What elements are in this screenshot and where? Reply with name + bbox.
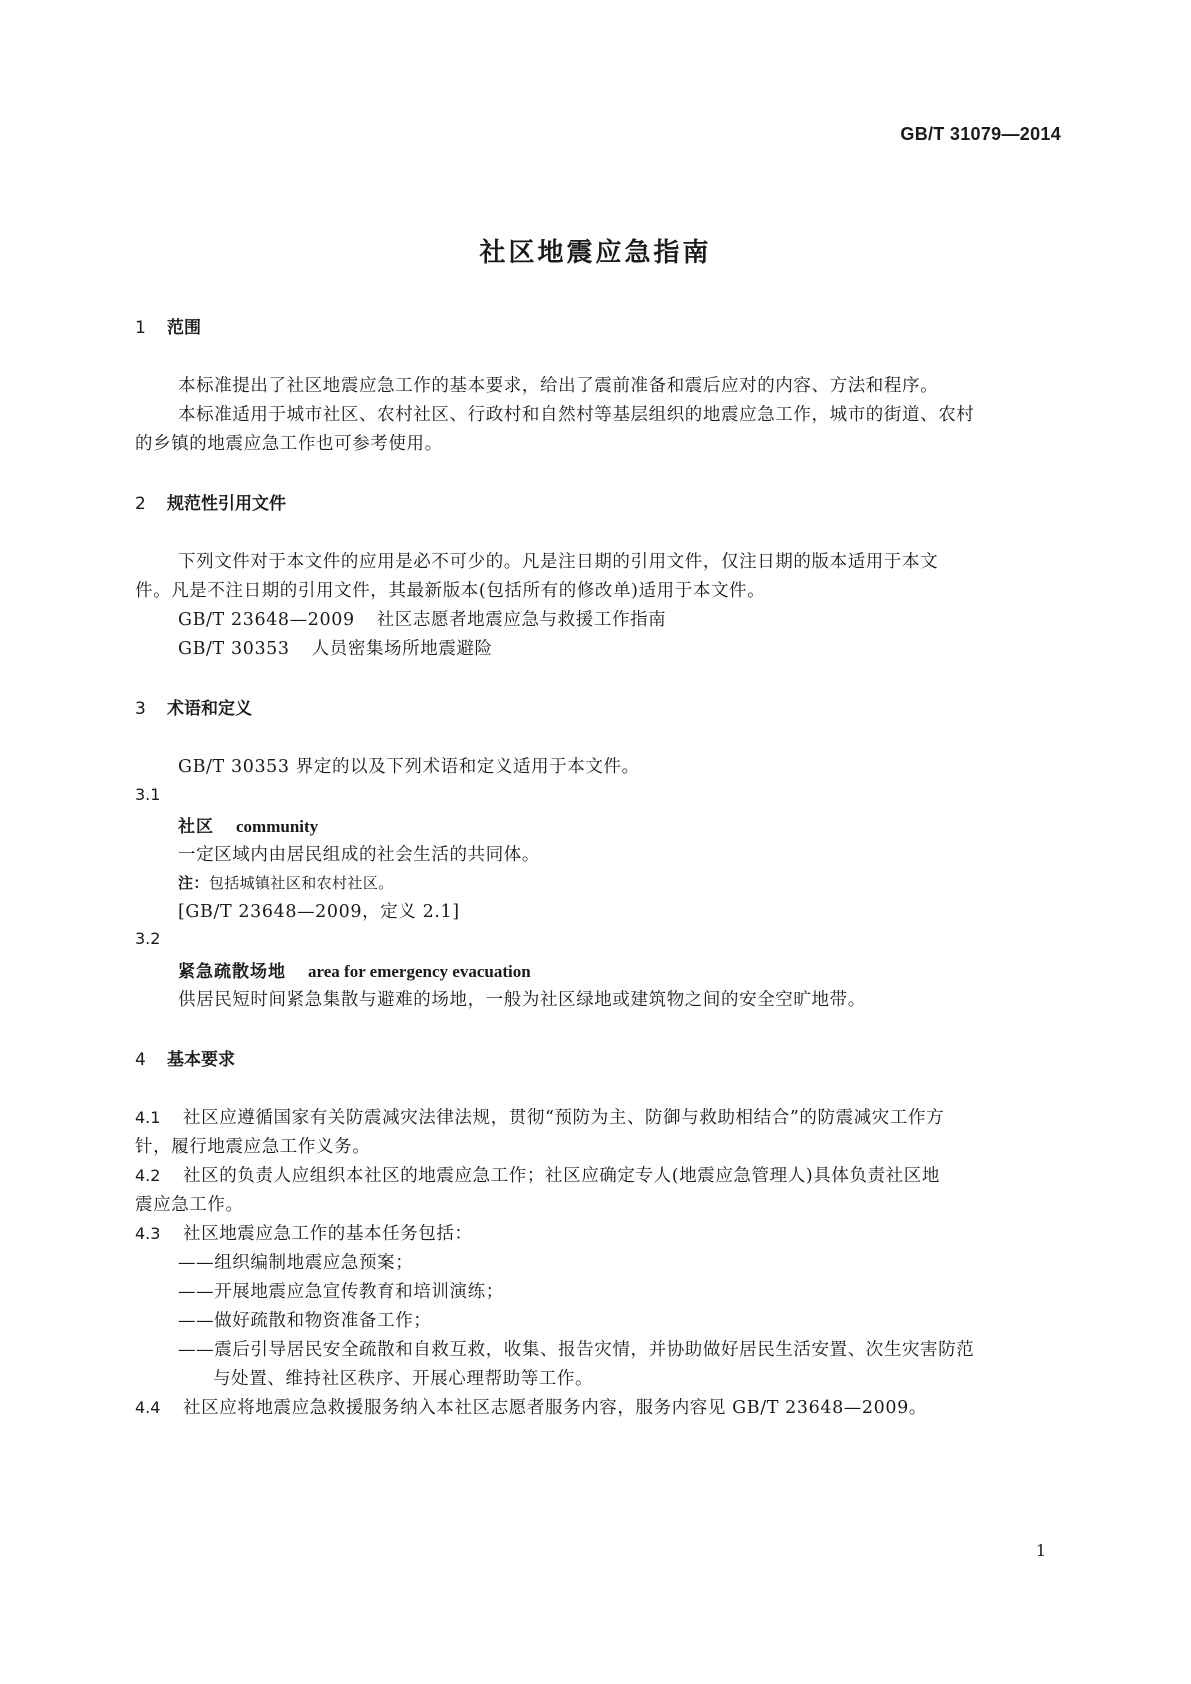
section-number: 4 bbox=[135, 1050, 146, 1070]
clause-continuation: 针，履行地震应急工作义务。 bbox=[135, 1137, 371, 1157]
section-number: 2 bbox=[135, 494, 146, 514]
clause-number: 4.4 bbox=[135, 1398, 161, 1417]
paragraph: 本标准提出了社区地震应急工作的基本要求，给出了震前准备和震后应对的内容、方法和程序。 bbox=[178, 376, 939, 396]
clause bbox=[135, 1104, 944, 1129]
section-title: 范围 bbox=[167, 318, 201, 338]
section-2-heading bbox=[135, 489, 286, 514]
section-1-heading bbox=[135, 313, 201, 338]
term-number: 3.2 bbox=[135, 929, 161, 948]
note-label: 注： bbox=[178, 874, 209, 892]
section-number: 1 bbox=[135, 318, 146, 338]
paragraph: GB/T 30353 界定的以及下列术语和定义适用于本文件。 bbox=[178, 757, 640, 777]
clause-number: 4.3 bbox=[135, 1224, 161, 1243]
clause-number: 4.1 bbox=[135, 1108, 161, 1127]
clause bbox=[135, 1394, 927, 1419]
list-item-continuation: 与处置、维持社区秩序、开展心理帮助等工作。 bbox=[213, 1369, 594, 1389]
section-title: 规范性引用文件 bbox=[167, 494, 286, 514]
term-definition: 供居民短时间紧急集散与避难的场地，一般为社区绿地或建筑物之间的安全空旷地带。 bbox=[178, 990, 866, 1010]
list-item: ——做好疏散和物资准备工作； bbox=[178, 1311, 432, 1331]
reference-code: GB/T 30353 bbox=[178, 639, 290, 659]
reference-name: 社区志愿者地震应急与救援工作指南 bbox=[376, 610, 667, 630]
paragraph: 本标准适用于城市社区、农村社区、行政村和自然村等基层组织的地震应急工作，城市的街道、农村 bbox=[178, 405, 975, 425]
paragraph-continuation: 件。凡是不注日期的引用文件，其最新版本(包括所有的修改单)适用于本文件。 bbox=[135, 581, 766, 601]
standard-number: GB/T 31079—2014 bbox=[900, 124, 1061, 144]
section-title: 术语和定义 bbox=[167, 699, 252, 719]
clause-continuation: 震应急工作。 bbox=[135, 1195, 244, 1215]
term-chinese: 社区 bbox=[178, 817, 214, 837]
document-title: 社区地震应急指南 bbox=[479, 238, 712, 268]
clause-text: 社区地震应急工作的基本任务包括： bbox=[183, 1224, 473, 1244]
term-chinese: 紧急疏散场地 bbox=[178, 962, 286, 982]
term-heading bbox=[178, 957, 531, 982]
clause bbox=[135, 1162, 940, 1187]
page-number: 1 bbox=[1035, 1541, 1046, 1560]
term-english: area for emergency evacuation bbox=[308, 962, 531, 981]
list-item: ——组织编制地震应急预案； bbox=[178, 1253, 414, 1273]
list-item: ——开展地震应急宣传教育和培训演练； bbox=[178, 1282, 504, 1302]
term-note bbox=[178, 872, 394, 893]
note-text: 包括城镇社区和农村社区。 bbox=[208, 874, 394, 892]
term-definition: 一定区域内由居民组成的社会生活的共同体。 bbox=[178, 845, 540, 865]
reference-item bbox=[178, 606, 666, 631]
section-4-heading bbox=[135, 1045, 235, 1070]
section-number: 3 bbox=[135, 699, 146, 719]
section-title: 基本要求 bbox=[167, 1050, 235, 1070]
clause-number: 4.2 bbox=[135, 1166, 161, 1185]
term-number: 3.1 bbox=[135, 785, 161, 804]
term-heading bbox=[178, 812, 318, 837]
reference-item bbox=[178, 635, 493, 660]
clause-text: 社区应将地震应急救援服务纳入本社区志愿者服务内容，服务内容见 GB/T 23648—2009。 bbox=[183, 1398, 927, 1418]
paragraph: 下列文件对于本文件的应用是必不可少的。凡是注日期的引用文件，仅注日期的版本适用于本文 bbox=[178, 552, 939, 572]
term-english: community bbox=[236, 817, 319, 836]
term-source: [GB/T 23648—2009，定义 2.1] bbox=[178, 902, 460, 922]
reference-code: GB/T 23648—2009 bbox=[178, 610, 355, 630]
clause-text: 社区的负责人应组织本社区的地震应急工作；社区应确定专人(地震应急管理人)具体负责社区地 bbox=[183, 1166, 940, 1186]
paragraph-continuation: 的乡镇的地震应急工作也可参考使用。 bbox=[135, 434, 443, 454]
list-item: ——震后引导居民安全疏散和自救互救，收集、报告灾情，并协助做好居民生活安置、次生灾害防范 bbox=[178, 1340, 975, 1360]
clause bbox=[135, 1220, 473, 1245]
clause-text: 社区应遵循国家有关防震减灾法律法规，贯彻“预防为主、防御与救助相结合”的防震减灾工作方 bbox=[183, 1108, 945, 1128]
reference-name: 人员密集场所地震避险 bbox=[311, 639, 493, 659]
section-3-heading bbox=[135, 694, 252, 719]
